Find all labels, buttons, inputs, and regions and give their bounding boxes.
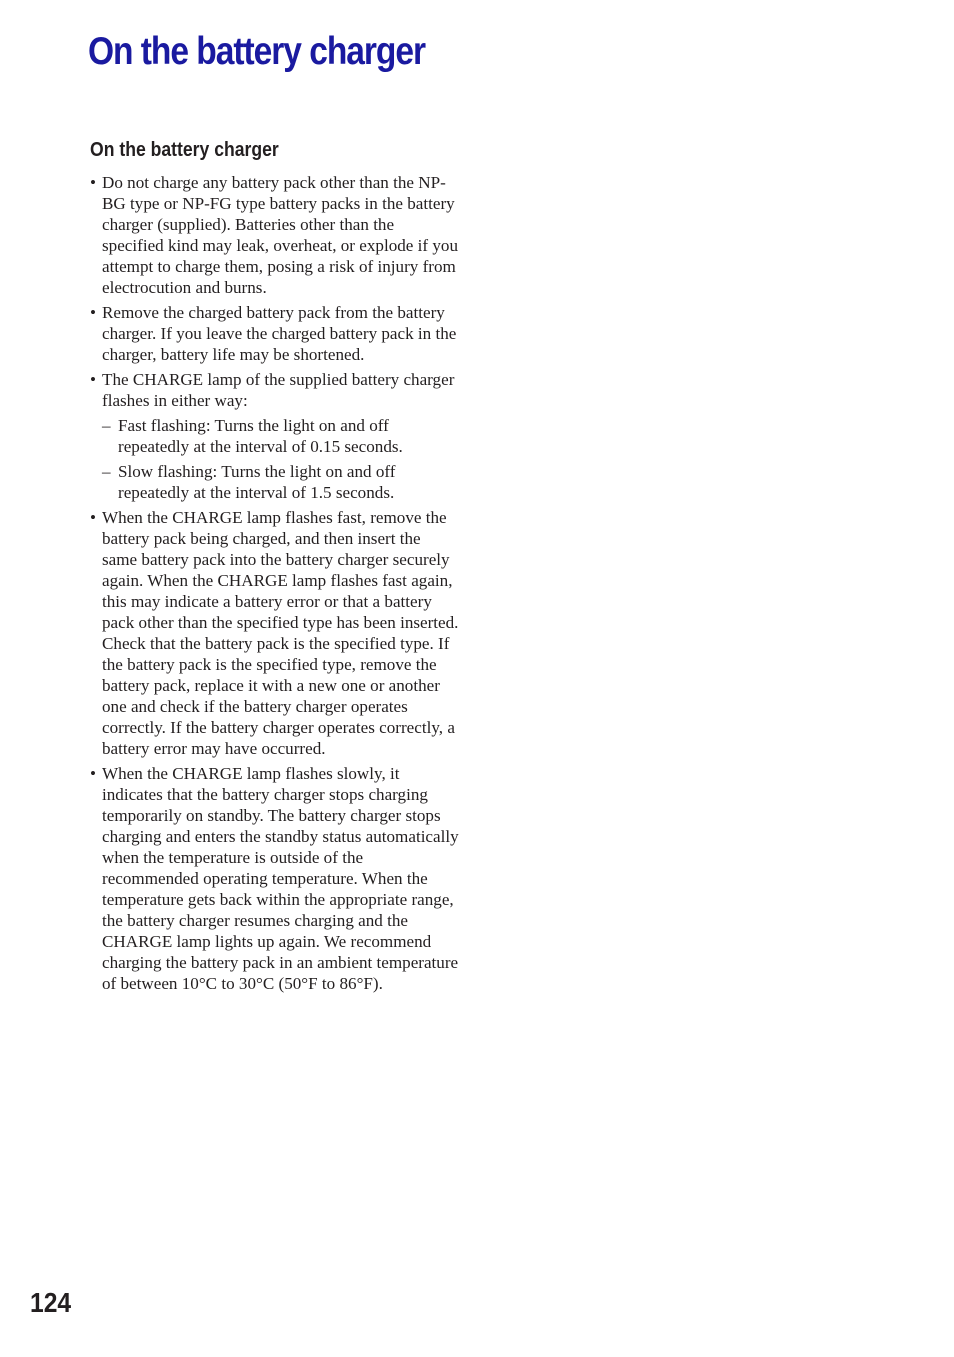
page-title: On the battery charger <box>88 30 426 73</box>
bullet-icon: • <box>90 764 96 783</box>
list-item-text: When the CHARGE lamp flashes fast, remove the battery pack being charged, and then insert the same battery pack into the battery charger securely again. When the CHARGE lamp flashes fast again, this may indicate a battery error or that a battery pack other than the specified type has been inserted. Check that the battery pack is the specified type. If the battery pack is the specified type, remove the battery pack, replace it with a new one or another one and check if the battery charger operates correctly. If the battery charger operates correctly, a battery error may have occurred. <box>102 508 459 758</box>
list-item <box>88 302 460 365</box>
list-item <box>88 763 460 994</box>
sub-list-item-text: Fast flashing: Turns the light on and off repeatedly at the interval of 0.15 seconds. <box>118 416 403 456</box>
list-item-text: The CHARGE lamp of the supplied battery charger flashes in either way: <box>102 370 455 410</box>
bullet-list <box>88 172 460 998</box>
list-item-text: Remove the charged battery pack from the battery charger. If you leave the charged battery pack in the charger, battery life may be shortened. <box>102 303 457 364</box>
bullet-icon: • <box>90 303 96 322</box>
sub-list <box>102 415 460 503</box>
list-item-text: Do not charge any battery pack other than the NP-BG type or NP-FG type battery packs in the battery charger (supplied). Batteries other than the specified kind may leak, overheat, or explode if you attempt to charge them, posing a risk of injury from electrocution and burns. <box>102 173 458 297</box>
page-number: 124 <box>30 1287 72 1318</box>
list-item <box>88 507 460 759</box>
sub-list-item <box>102 415 460 457</box>
list-item-text: When the CHARGE lamp flashes slowly, it indicates that the battery charger stops charging temporarily on standby. The battery charger stops charging and enters the standby status automatically when the temperature is outside of the recommended operating temperature. When the temperature gets back within the appropriate range, the battery charger resumes charging and the CHARGE lamp lights up again. We recommend charging the battery pack in an ambient temperature of between 10°C to 30°C (50°F to 86°F). <box>102 764 459 993</box>
sub-list-item-text: Slow flashing: Turns the light on and off repeatedly at the interval of 1.5 seconds. <box>118 462 396 502</box>
dash-icon: – <box>102 462 111 481</box>
bullet-icon: • <box>90 508 96 527</box>
dash-icon: – <box>102 416 111 435</box>
bullet-icon: • <box>90 173 96 192</box>
bullet-icon: • <box>90 370 96 389</box>
section-heading: On the battery charger <box>90 139 279 161</box>
list-item <box>88 172 460 298</box>
list-item <box>88 369 460 503</box>
sub-list-item <box>102 461 460 503</box>
